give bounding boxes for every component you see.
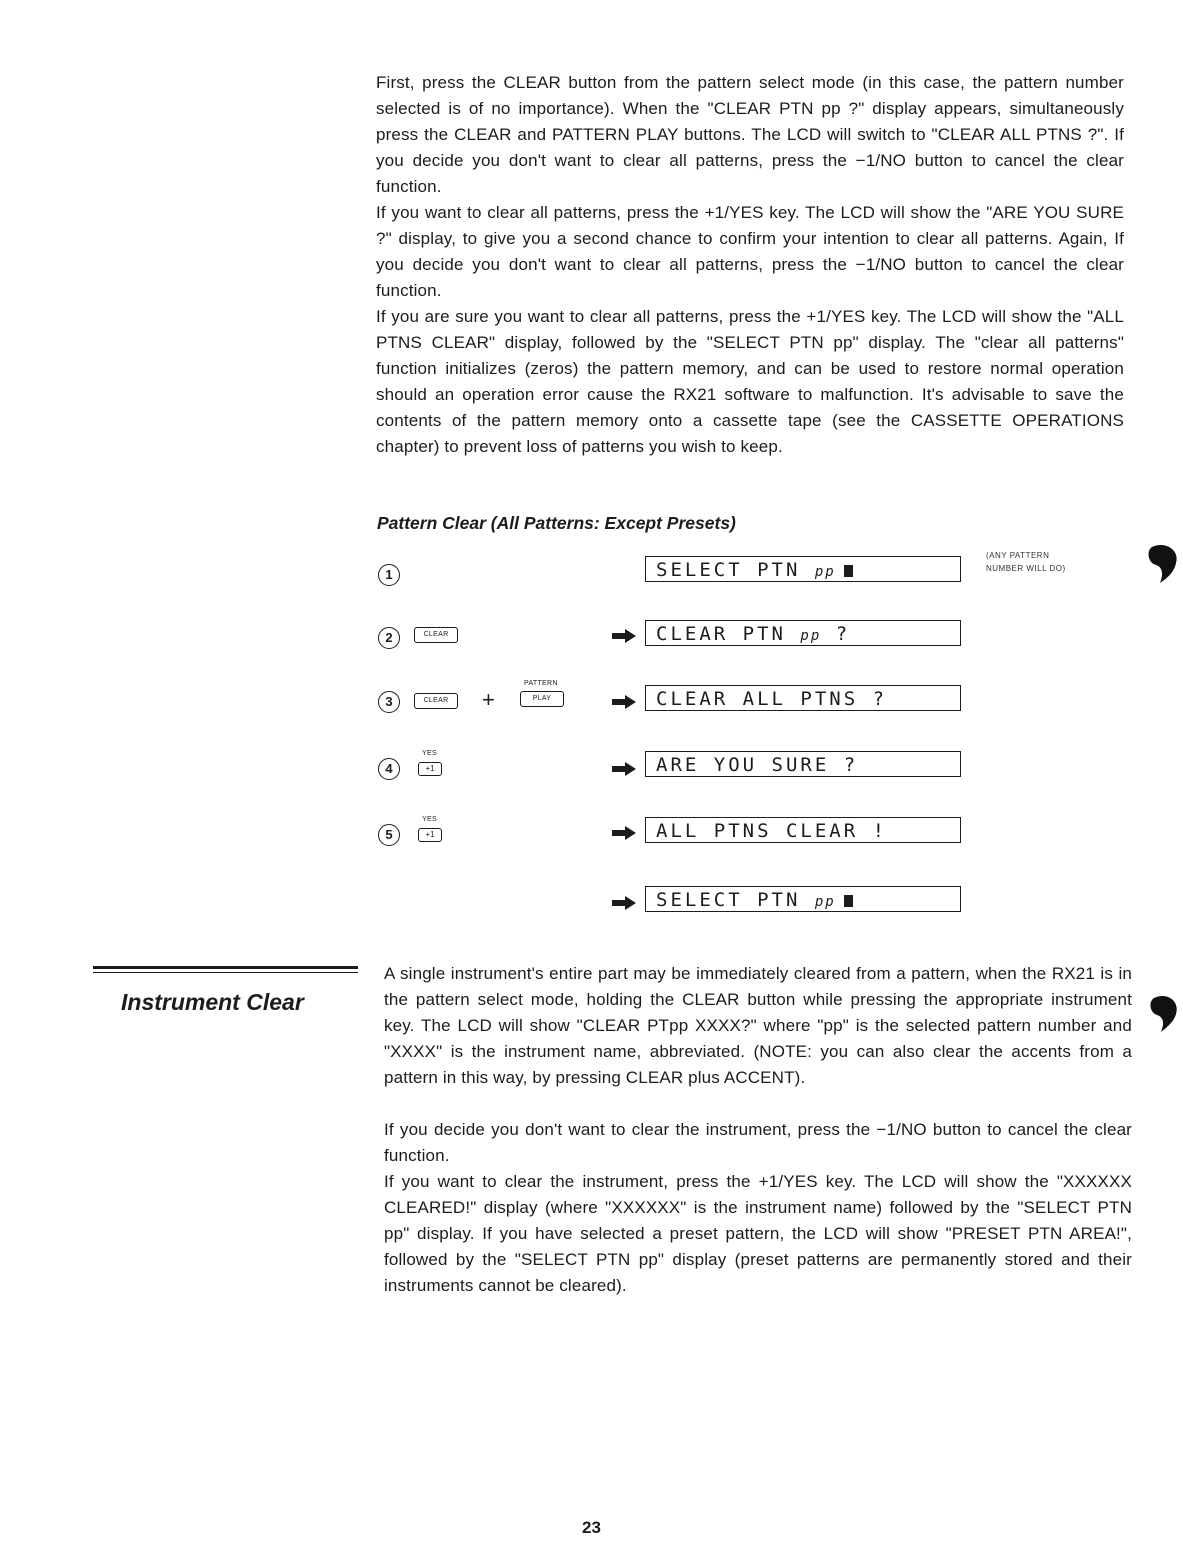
binder-hole-mark-icon (1148, 994, 1180, 1032)
arrow-right-icon (612, 826, 636, 840)
clear-key: CLEAR (414, 693, 458, 709)
sure-paragraph: If you are sure you want to clear all patterns, press the +1/YES key. The LCD will show the "ALL PTNS CLEAR" display, followed by the "SELECT PTN pp" display. The "clear all patterns" function initializes (zeros) the pattern memory, and can be used to restore normal operation should an operation error cause the RX21 software to malfunction. It's advisable to save the contents of the pattern memory onto a cassette tape (see the CASSETTE OPERATIONS chapter) to prevent loss of patterns you wish to keep. (376, 307, 1124, 456)
lcd-var: pp (814, 894, 836, 910)
lcd-text: SELECT PTN (656, 559, 815, 581)
lcd-var: pp (814, 564, 836, 580)
pattern-key-label: PATTERN (524, 680, 558, 687)
arrow-right-icon (612, 629, 636, 643)
arrow-right-icon (612, 896, 636, 910)
cursor-block-icon (844, 895, 853, 907)
step-number: 5 (378, 824, 400, 846)
page-number: 23 (582, 1518, 601, 1537)
arrow-right-icon (612, 762, 636, 776)
play-key: PLAY (520, 691, 564, 707)
yes-key-label: YES (422, 816, 437, 823)
plus-one-key: +1 (418, 762, 442, 776)
lcd-display-clear-all: CLEAR ALL PTNS ? (645, 685, 961, 711)
lcd-display-all-ptns-clear: ALL PTNS CLEAR ! (645, 817, 961, 843)
clear-key: CLEAR (414, 627, 458, 643)
side-note-line: (ANY PATTERN (986, 551, 1050, 560)
side-note-line: NUMBER WILL DO) (986, 564, 1066, 573)
step-number: 4 (378, 758, 400, 780)
section-title: Instrument Clear (121, 989, 304, 1015)
lcd-display-select-ptn-final (645, 886, 961, 912)
lcd-display-are-you-sure: ARE YOU SURE ? (645, 751, 961, 777)
cursor-block-icon (844, 565, 853, 577)
lcd-display-select-ptn (645, 556, 961, 582)
section-rule-thin (93, 972, 358, 973)
lcd-var: pp (800, 628, 822, 644)
yes-key-label: YES (422, 750, 437, 757)
instrument-paragraph: A single instrument's entire part may be immediately cleared from a pattern, when the RX21 is in the pattern select mode, holding the CLEAR button while pressing the appropriate instrument key. The LCD will show "CLEAR PTpp XXXX?" where "pp" is the selected pattern number and "XXXX" is the instrument name, abbreviated. (NOTE: you can also clear the accents from a pattern in this way, by pressing CLEAR plus ACCENT). (384, 964, 1132, 1087)
plus-one-key: +1 (418, 828, 442, 842)
section-rule (93, 966, 358, 969)
arrow-right-icon (612, 695, 636, 709)
lcd-text: CLEAR PTN (656, 623, 801, 645)
binder-hole-mark-icon (1146, 543, 1180, 583)
plus-sign: + (482, 687, 495, 712)
side-note (986, 549, 1066, 575)
lcd-text: ? (821, 623, 851, 645)
diagram-heading: Pattern Clear (All Patterns: Except Presets) (377, 513, 736, 533)
instrument-cancel-paragraph: If you decide you don't want to clear the instrument, press the −1/NO button to cancel the clear function. (384, 1120, 1132, 1165)
step-number: 3 (378, 691, 400, 713)
step-number: 2 (378, 627, 400, 649)
lcd-text: SELECT PTN (656, 889, 815, 911)
instrument-confirm-paragraph: If you want to clear the instrument, press the +1/YES key. The LCD will show the "XXXXXX CLEARED!" display (where "XXXXXX" is the instrument name) followed by the "SELECT PTN pp" display. If you have selected a preset pattern, the LCD will show "PRESET PTN AREA!", followed by the "SELECT PTN pp" display (preset patterns are permanently stored and their instruments cannot be cleared). (384, 1172, 1132, 1295)
confirm-paragraph: If you want to clear all patterns, press the +1/YES key. The LCD will show the "ARE YOU SURE ?" display, to give you a second chance to confirm your intention to clear all patterns. Again, If you decide you don't want to clear all patterns, press the −1/NO button to cancel the clear function. (376, 203, 1124, 300)
step-number: 1 (378, 564, 400, 586)
lcd-display-clear-ptn (645, 620, 961, 646)
intro-paragraph: First, press the CLEAR button from the pattern select mode (in this case, the pattern number selected is of no importance). When the "CLEAR PTN pp ?" display appears, simultaneously press the CLEAR and PATTERN PLAY buttons. The LCD will switch to "CLEAR ALL PTNS ?". If you decide you don't want to clear all patterns, press the −1/NO button to cancel the clear function. (376, 73, 1124, 196)
